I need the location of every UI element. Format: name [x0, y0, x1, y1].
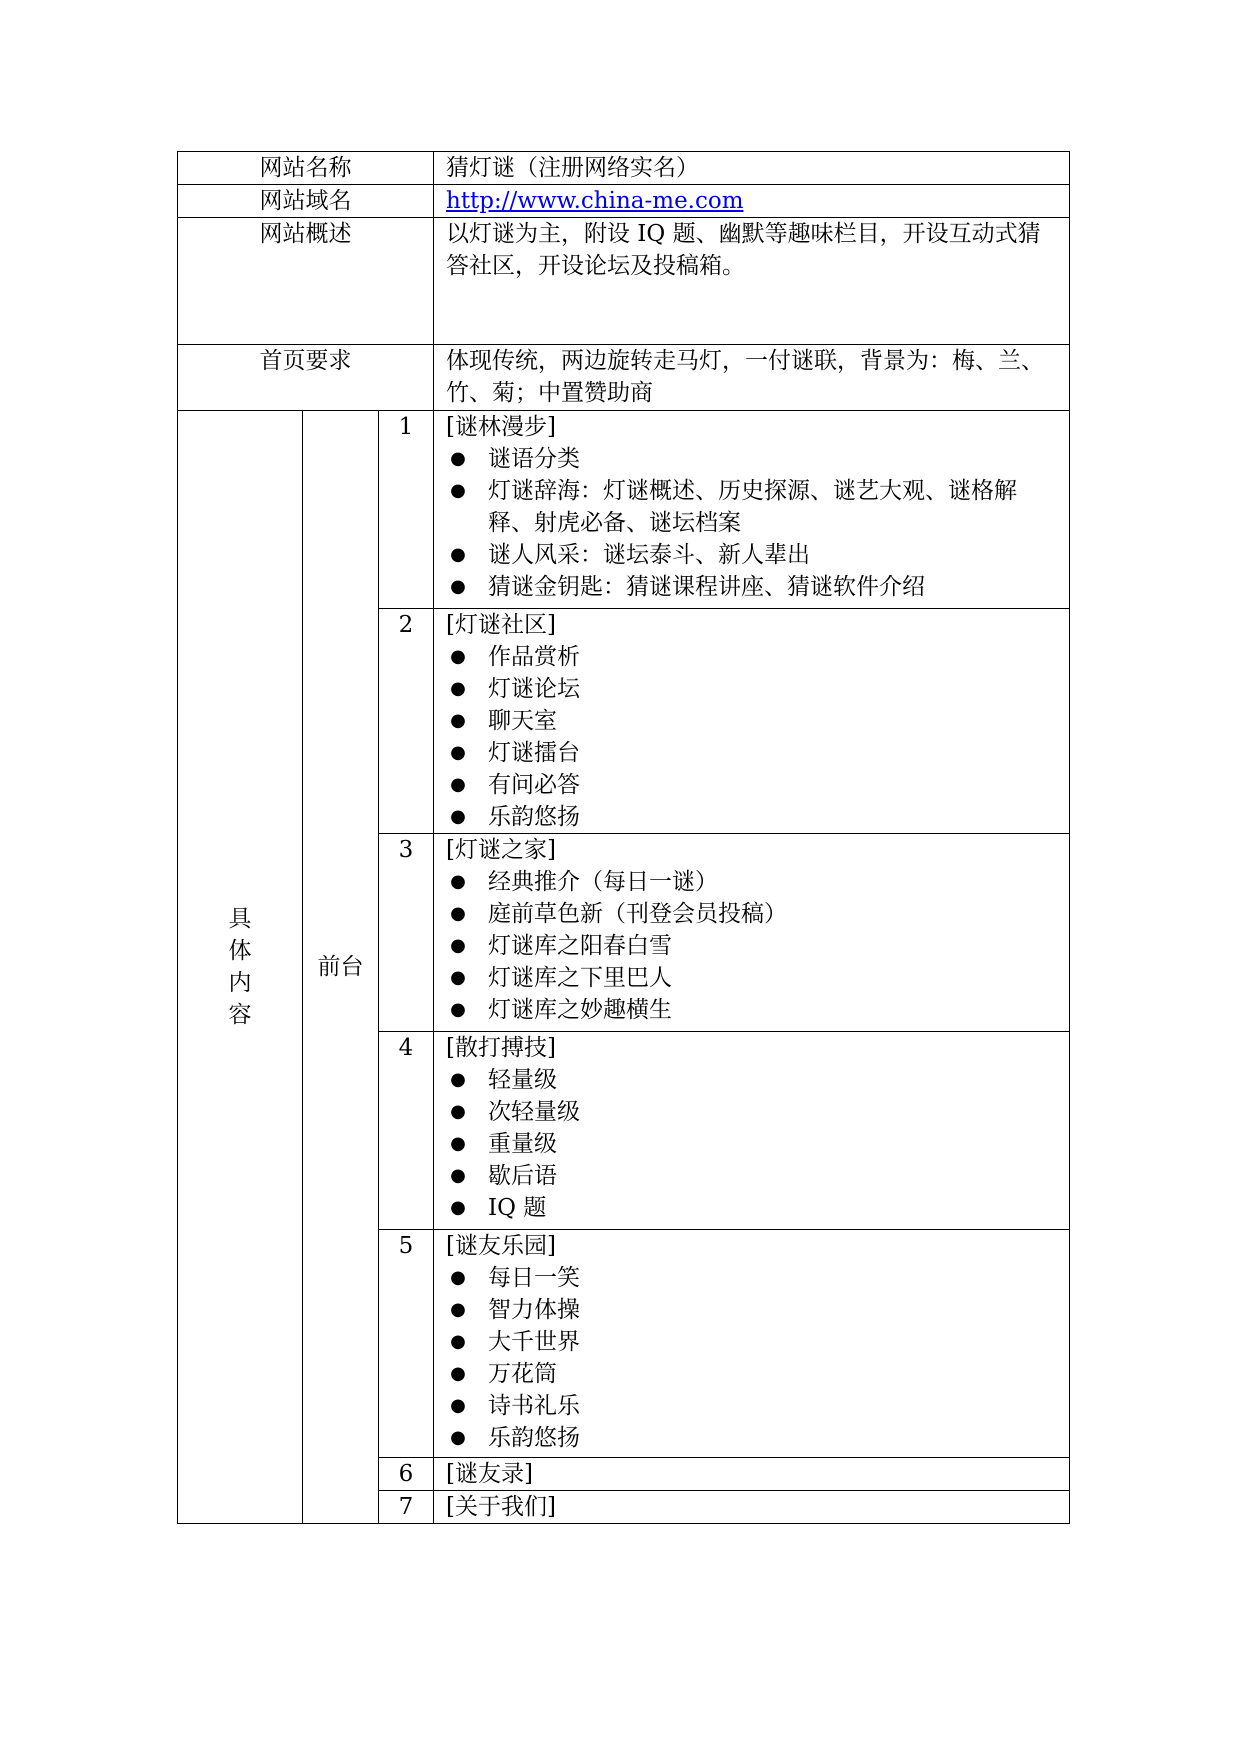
- list-item-text: 灯谜库之妙趣横生: [488, 997, 672, 1023]
- bullet-icon: ●: [450, 1069, 466, 1090]
- bullet-icon: ●: [450, 1331, 466, 1352]
- section-number: 7: [379, 1491, 434, 1524]
- section-item-list: [446, 1064, 1057, 1224]
- list-item: [446, 475, 1057, 539]
- bullet-icon: ●: [450, 1165, 466, 1186]
- section-number: 5: [379, 1230, 434, 1458]
- list-item-text: 猜谜金钥匙：猜谜课程讲座、猜谜软件介绍: [488, 574, 925, 600]
- list-item-text: 轻量级: [488, 1067, 557, 1093]
- list-item-text: 万花筒: [488, 1361, 557, 1387]
- list-item: [446, 1192, 1057, 1224]
- list-item-text: 重量级: [488, 1131, 557, 1157]
- section-title: [灯谜之家]: [446, 837, 556, 863]
- list-item-text: 每日一笑: [488, 1265, 580, 1291]
- row-site-domain: [178, 185, 1070, 218]
- section-title: [谜友录]: [446, 1461, 533, 1487]
- homepage-req-value: 体现传统，两边旋转走马灯，一付谜联，背景为：梅、兰、竹、菊；中置赞助商: [434, 345, 1070, 411]
- bullet-icon: ●: [450, 710, 466, 731]
- bullet-icon: ●: [450, 448, 466, 469]
- bullet-icon: ●: [450, 774, 466, 795]
- bullet-icon: ●: [450, 1101, 466, 1122]
- list-item: [446, 801, 1057, 833]
- site-domain-cell: [434, 185, 1070, 218]
- list-item: [446, 866, 1057, 898]
- bullet-icon: ●: [450, 1197, 466, 1218]
- list-item: [446, 539, 1057, 571]
- section-item-list: [446, 1262, 1057, 1454]
- list-item: [446, 1390, 1057, 1422]
- list-item-text: 乐韵悠扬: [488, 804, 580, 830]
- site-overview-label: 网站概述: [178, 218, 434, 345]
- section-number: 4: [379, 1032, 434, 1230]
- list-item-text: 灯谜库之阳春白雪: [488, 933, 672, 959]
- bullet-icon: ●: [450, 576, 466, 597]
- list-item: [446, 994, 1057, 1026]
- list-item-text: 谜人风采：谜坛泰斗、新人辈出: [488, 542, 810, 568]
- bullet-icon: ●: [450, 871, 466, 892]
- section-body: [434, 411, 1070, 609]
- frontend-label: 前台: [303, 411, 379, 1524]
- bullet-icon: ●: [450, 1133, 466, 1154]
- list-item-text: 谜语分类: [488, 446, 580, 472]
- list-item-text: 歇后语: [488, 1163, 557, 1189]
- section-body: [434, 834, 1070, 1032]
- list-item: [446, 1096, 1057, 1128]
- bullet-icon: ●: [450, 1427, 466, 1448]
- section-title: [灯谜社区]: [446, 612, 556, 638]
- section-number: 6: [379, 1458, 434, 1491]
- bullet-icon: ●: [450, 967, 466, 988]
- bullet-icon: ●: [450, 646, 466, 667]
- content-label-char: 体: [228, 938, 252, 964]
- content-label-char: 具: [228, 906, 252, 932]
- section-body: [434, 1458, 1070, 1491]
- list-item-text: 庭前草色新（刊登会员投稿）: [488, 901, 787, 927]
- section-body: [434, 609, 1070, 834]
- list-item-text: 灯谜库之下里巴人: [488, 965, 672, 991]
- section-title: [关于我们]: [446, 1494, 556, 1520]
- row-homepage-req: [178, 345, 1070, 411]
- list-item: [446, 1064, 1057, 1096]
- site-name-value: 猜灯谜（注册网络实名）: [434, 152, 1070, 185]
- list-item: [446, 1294, 1057, 1326]
- bullet-icon: ●: [450, 1363, 466, 1384]
- list-item: [446, 1160, 1057, 1192]
- section-title: [谜林漫步]: [446, 414, 556, 440]
- list-item: [446, 930, 1057, 962]
- list-item: [446, 641, 1057, 673]
- section-item-list: [446, 866, 1057, 1026]
- list-item: [446, 1358, 1057, 1390]
- list-item-text: IQ 题: [488, 1195, 547, 1221]
- site-overview-value: 以灯谜为主，附设 IQ 题、幽默等趣味栏目，开设互动式猜答社区，开设论坛及投稿箱。: [434, 218, 1070, 345]
- list-item-text: 次轻量级: [488, 1099, 580, 1125]
- bullet-icon: ●: [450, 903, 466, 924]
- list-item: [446, 1128, 1057, 1160]
- section-number: 2: [379, 609, 434, 834]
- site-domain-label: 网站域名: [178, 185, 434, 218]
- list-item-text: 乐韵悠扬: [488, 1425, 580, 1451]
- list-item: [446, 1326, 1057, 1358]
- section-body: [434, 1032, 1070, 1230]
- content-label: [178, 411, 303, 1524]
- bullet-icon: ●: [450, 935, 466, 956]
- list-item-text: 灯谜擂台: [488, 740, 580, 766]
- section-body: [434, 1230, 1070, 1458]
- site-plan-table: [177, 151, 1070, 1524]
- bullet-icon: ●: [450, 1267, 466, 1288]
- list-item-text: 有问必答: [488, 772, 580, 798]
- bullet-icon: ●: [450, 999, 466, 1020]
- bullet-icon: ●: [450, 742, 466, 763]
- bullet-icon: ●: [450, 678, 466, 699]
- section-number: 1: [379, 411, 434, 609]
- list-item: [446, 962, 1057, 994]
- list-item: [446, 898, 1057, 930]
- list-item-text: 大千世界: [488, 1329, 580, 1355]
- list-item: [446, 705, 1057, 737]
- list-item: [446, 737, 1057, 769]
- bullet-icon: ●: [450, 480, 466, 501]
- homepage-req-label: 首页要求: [178, 345, 434, 411]
- row-site-name: [178, 152, 1070, 185]
- section-item-list: [446, 641, 1057, 833]
- section-row-1: [178, 411, 1070, 609]
- content-label-char: 内: [228, 970, 252, 996]
- bullet-icon: ●: [450, 544, 466, 565]
- list-item: [446, 1262, 1057, 1294]
- list-item-text: 灯谜辞海：灯谜概述、历史探源、谜艺大观、谜格解释、射虎必备、谜坛档案: [488, 478, 1017, 536]
- list-item: [446, 673, 1057, 705]
- list-item-text: 经典推介（每日一谜）: [488, 869, 718, 895]
- list-item: [446, 769, 1057, 801]
- row-site-overview: [178, 218, 1070, 345]
- bullet-icon: ●: [450, 1395, 466, 1416]
- list-item-text: 诗书礼乐: [488, 1393, 580, 1419]
- bullet-icon: ●: [450, 806, 466, 827]
- site-name-label: 网站名称: [178, 152, 434, 185]
- section-body: [434, 1491, 1070, 1524]
- list-item: [446, 443, 1057, 475]
- section-number: 3: [379, 834, 434, 1032]
- list-item: [446, 571, 1057, 603]
- site-domain-link[interactable]: http://www.china-me.com: [446, 188, 744, 214]
- bullet-icon: ●: [450, 1299, 466, 1320]
- section-title: [散打搏技]: [446, 1035, 556, 1061]
- section-item-list: [446, 443, 1057, 603]
- list-item-text: 智力体操: [488, 1297, 580, 1323]
- section-title: [谜友乐园]: [446, 1233, 556, 1259]
- list-item-text: 作品赏析: [488, 644, 580, 670]
- content-label-char: 容: [228, 1002, 252, 1028]
- list-item: [446, 1422, 1057, 1454]
- list-item-text: 灯谜论坛: [488, 676, 580, 702]
- list-item-text: 聊天室: [488, 708, 557, 734]
